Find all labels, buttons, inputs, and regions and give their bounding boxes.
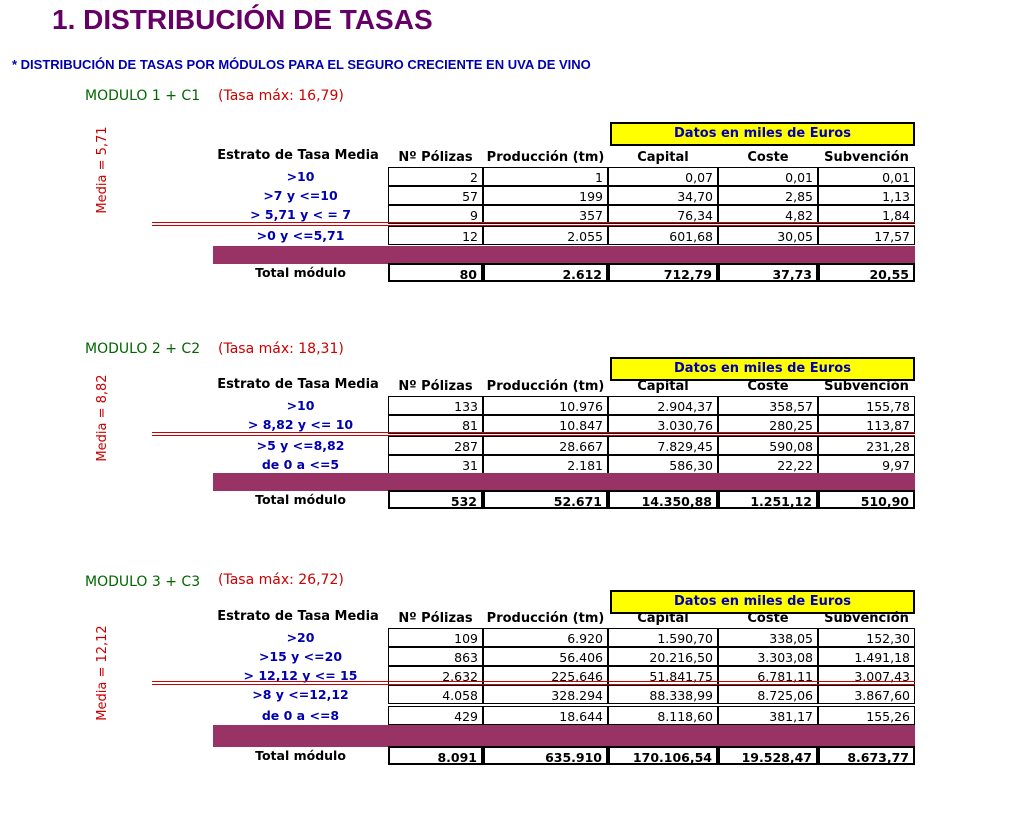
total-coste: 19.528,47 — [718, 746, 818, 765]
subvencion-cell: 231,28 — [818, 436, 915, 455]
coste-cell: 381,17 — [718, 706, 818, 725]
capital-header: Capital — [637, 379, 689, 394]
total-label: Total módulo — [255, 748, 346, 763]
module-3 — [0, 573, 1024, 813]
subvencion-cell: 9,97 — [818, 455, 915, 474]
capital-header: Capital — [637, 611, 689, 626]
polizas-header: Nº Pólizas — [398, 379, 473, 394]
total-capital: 14.350,88 — [608, 490, 718, 509]
total-polizas: 80 — [388, 263, 483, 282]
estrato-label: >10 — [286, 169, 315, 184]
produccion-cell: 10.976 — [483, 396, 608, 415]
polizas-cell: 12 — [388, 226, 483, 245]
polizas-cell: 429 — [388, 706, 483, 725]
capital-cell: 586,30 — [608, 455, 718, 474]
page-subtitle: * DISTRIBUCIÓN DE TASAS POR MÓDULOS PARA EL SEGURO CRECIENTE EN UVA DE VINO — [12, 57, 591, 72]
media-label: Media = 5,71 — [95, 126, 110, 214]
capital-header: Capital — [637, 150, 689, 165]
coste-header: Coste — [747, 150, 789, 165]
subvencion-cell: 1,13 — [818, 186, 915, 205]
capital-cell: 8.118,60 — [608, 706, 718, 725]
subvencion-cell: 155,26 — [818, 706, 915, 725]
polizas-header: Nº Pólizas — [398, 611, 473, 626]
polizas-cell: 81 — [388, 415, 483, 434]
estrato-label: >7 y <=10 — [263, 188, 338, 203]
total-produccion: 635.910 — [483, 746, 608, 765]
subvencion-cell: 1,84 — [818, 205, 915, 224]
module-2 — [0, 341, 1024, 581]
estrato-header: Estrato de Tasa Media — [217, 148, 379, 163]
capital-cell: 51.841,75 — [608, 666, 718, 685]
coste-cell: 30,05 — [718, 226, 818, 245]
capital-cell: 2.904,37 — [608, 396, 718, 415]
capital-cell: 76,34 — [608, 205, 718, 224]
module-1 — [0, 88, 1024, 328]
subvencion-cell: 17,57 — [818, 226, 915, 245]
datos-header: Datos en miles de Euros — [610, 357, 915, 381]
module-max-rate: (Tasa máx: 16,79) — [218, 88, 344, 104]
total-produccion: 52.671 — [483, 490, 608, 509]
subvencion-cell: 155,78 — [818, 396, 915, 415]
polizas-cell: 4.058 — [388, 685, 483, 704]
subvencion-header: Subvención — [824, 150, 909, 165]
coste-cell: 2,85 — [718, 186, 818, 205]
module-max-rate: (Tasa máx: 18,31) — [218, 341, 344, 357]
estrato-header: Estrato de Tasa Media — [217, 609, 379, 624]
produccion-cell: 357 — [483, 205, 608, 224]
media-label: Media = 8,82 — [95, 374, 110, 462]
total-polizas: 532 — [388, 490, 483, 509]
module-name: MODULO 1 + C1 — [85, 88, 201, 104]
estrato-label: >8 y <=12,12 — [252, 687, 349, 702]
total-capital: 712,79 — [608, 263, 718, 282]
produccion-cell: 18.644 — [483, 706, 608, 725]
capital-cell: 601,68 — [608, 226, 718, 245]
subvencion-cell: 3.007,43 — [818, 666, 915, 685]
total-label: Total módulo — [255, 492, 346, 507]
total-coste: 1.251,12 — [718, 490, 818, 509]
polizas-cell: 287 — [388, 436, 483, 455]
capital-cell: 88.338,99 — [608, 685, 718, 704]
polizas-cell: 9 — [388, 205, 483, 224]
capital-cell: 7.829,45 — [608, 436, 718, 455]
module-name: MODULO 2 + C2 — [85, 341, 201, 357]
coste-header: Coste — [747, 611, 789, 626]
datos-header: Datos en miles de Euros — [610, 122, 915, 146]
polizas-cell: 2.632 — [388, 666, 483, 685]
polizas-cell: 133 — [388, 396, 483, 415]
datos-header: Datos en miles de Euros — [610, 590, 915, 614]
media-label: Media = 12,12 — [95, 625, 110, 721]
produccion-cell: 199 — [483, 186, 608, 205]
subvencion-cell: 113,87 — [818, 415, 915, 434]
produccion-header: Producción (tm) — [486, 150, 605, 165]
total-subvencion: 8.673,77 — [818, 746, 915, 765]
total-subvencion: 510,90 — [818, 490, 915, 509]
estrato-label: de 0 a <=8 — [261, 708, 340, 723]
coste-cell: 6.781,11 — [718, 666, 818, 685]
coste-cell: 280,25 — [718, 415, 818, 434]
produccion-cell: 28.667 — [483, 436, 608, 455]
subvencion-header: Subvención — [824, 379, 909, 394]
subvencion-cell: 1.491,18 — [818, 647, 915, 666]
capital-cell: 20.216,50 — [608, 647, 718, 666]
estrato-label: de 0 a <=5 — [261, 457, 340, 472]
polizas-cell: 2 — [388, 167, 483, 186]
total-label: Total módulo — [255, 265, 346, 280]
estrato-label: > 8,82 y <= 10 — [247, 417, 354, 432]
subvencion-cell: 3.867,60 — [818, 685, 915, 704]
polizas-cell: 863 — [388, 647, 483, 666]
total-capital: 170.106,54 — [608, 746, 718, 765]
separator-bar — [213, 473, 915, 491]
coste-cell: 590,08 — [718, 436, 818, 455]
capital-cell: 3.030,76 — [608, 415, 718, 434]
capital-cell: 0,07 — [608, 167, 718, 186]
coste-cell: 358,57 — [718, 396, 818, 415]
produccion-header: Producción (tm) — [486, 611, 605, 626]
separator-bar — [213, 246, 915, 264]
estrato-label: > 5,71 y < = 7 — [250, 207, 351, 222]
estrato-label: >5 y <=8,82 — [256, 438, 345, 453]
total-coste: 37,73 — [718, 263, 818, 282]
estrato-label: >20 — [286, 630, 315, 645]
produccion-cell: 225.646 — [483, 666, 608, 685]
produccion-header: Producción (tm) — [486, 379, 605, 394]
polizas-cell: 57 — [388, 186, 483, 205]
capital-cell: 34,70 — [608, 186, 718, 205]
coste-cell: 4,82 — [718, 205, 818, 224]
separator-bar — [213, 725, 915, 747]
produccion-cell: 1 — [483, 167, 608, 186]
produccion-cell: 10.847 — [483, 415, 608, 434]
produccion-cell: 328.294 — [483, 685, 608, 704]
coste-cell: 8.725,06 — [718, 685, 818, 704]
estrato-header: Estrato de Tasa Media — [217, 377, 379, 392]
estrato-label: >15 y <=20 — [258, 649, 343, 664]
polizas-header: Nº Pólizas — [398, 150, 473, 165]
page-title: 1. DISTRIBUCIÓN DE TASAS — [52, 4, 433, 35]
subvencion-cell: 0,01 — [818, 167, 915, 186]
produccion-cell: 56.406 — [483, 647, 608, 666]
capital-cell: 1.590,70 — [608, 628, 718, 647]
coste-cell: 3.303,08 — [718, 647, 818, 666]
estrato-label: >10 — [286, 398, 315, 413]
produccion-cell: 2.181 — [483, 455, 608, 474]
coste-header: Coste — [747, 379, 789, 394]
estrato-label: >0 y <=5,71 — [256, 228, 345, 243]
subvencion-header: Subvención — [824, 611, 909, 626]
coste-cell: 0,01 — [718, 167, 818, 186]
total-subvencion: 20,55 — [818, 263, 915, 282]
estrato-label: > 12,12 y <= 15 — [243, 668, 358, 683]
coste-cell: 338,05 — [718, 628, 818, 647]
coste-cell: 22,22 — [718, 455, 818, 474]
subvencion-cell: 152,30 — [818, 628, 915, 647]
polizas-cell: 31 — [388, 455, 483, 474]
total-produccion: 2.612 — [483, 263, 608, 282]
polizas-cell: 109 — [388, 628, 483, 647]
produccion-cell: 6.920 — [483, 628, 608, 647]
produccion-cell: 2.055 — [483, 226, 608, 245]
module-max-rate: (Tasa máx: 26,72) — [218, 572, 344, 588]
total-polizas: 8.091 — [388, 746, 483, 765]
module-name: MODULO 3 + C3 — [85, 574, 201, 590]
